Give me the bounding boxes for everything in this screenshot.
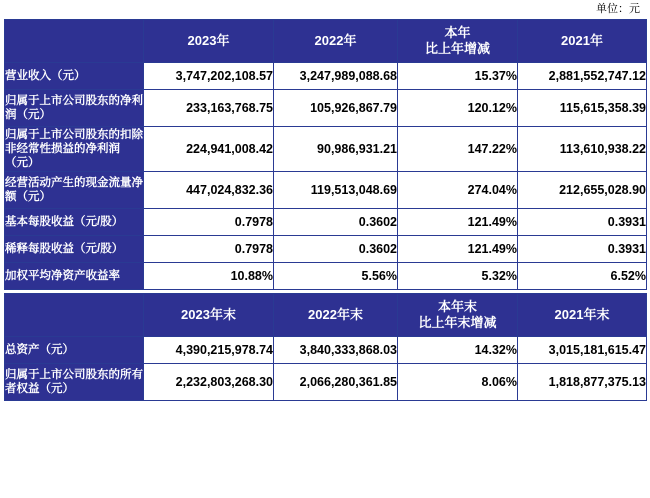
cell-diluted-eps-change: 121.49% [398,236,518,263]
header2-2023-line1: 2023年末 [181,307,236,322]
header-change-line1: 本年 [444,25,471,40]
cell-total-assets-2022: 3,840,333,868.03 [274,337,398,364]
cell-equity-2023: 2,232,803,268.30 [144,364,274,401]
year-end-balance-table [4,293,647,401]
table-row [5,127,647,172]
cell-operating-cashflow-change: 274.04% [398,172,518,209]
header2-2022-line1: 2022年末 [308,307,363,322]
cell-basic-eps-2022: 0.3602 [274,209,398,236]
row-label-total-assets: 总资产（元） [5,337,144,364]
table-row [5,172,647,209]
cell-equity-change: 8.06% [398,364,518,401]
cell-net-profit-deducted-2022: 90,986,931.21 [274,127,398,172]
cell-roe-2021: 6.52% [518,263,647,290]
header-2022-line1: 2022年 [314,33,357,48]
annual-results-table [4,19,647,290]
cell-total-assets-change: 14.32% [398,337,518,364]
cell-net-profit-2022: 105,926,867.79 [274,90,398,127]
header2-2021-line1: 2021年末 [554,307,610,322]
header-cell-2022-end [274,294,398,337]
table-header-row [5,20,647,63]
unit-note: 单位：元 [596,3,640,15]
cell-roe-2023: 10.88% [144,263,274,290]
header-cell-2021 [518,20,647,63]
cell-net-profit-2023: 233,163,768.75 [144,90,274,127]
row-label-net-profit: 归属于上市公司股东的净利润（元） [5,90,144,127]
header-cell-change [398,20,518,63]
header-cell-label [5,20,144,63]
cell-basic-eps-2021: 0.3931 [518,209,647,236]
header-2023-line1: 2023年 [187,33,230,48]
row-label-basic-eps: 基本每股收益（元/股） [5,209,144,236]
header-cell-2023-end [144,294,274,337]
cell-net-profit-2021: 115,615,358.39 [518,90,647,127]
cell-operating-cashflow-2022: 119,513,048.69 [274,172,398,209]
table-row [5,263,647,290]
table-row [5,209,647,236]
table-row [5,337,647,364]
cell-net-profit-change: 120.12% [398,90,518,127]
header-cell-2023 [144,20,274,63]
cell-diluted-eps-2021: 0.3931 [518,236,647,263]
cell-basic-eps-change: 121.49% [398,209,518,236]
cell-net-profit-deducted-2023: 224,941,008.42 [144,127,274,172]
table-header-row [5,294,647,337]
row-label-roe: 加权平均净资产收益率 [5,263,144,290]
cell-roe-change: 5.32% [398,263,518,290]
cell-roe-2022: 5.56% [274,263,398,290]
row-label-operating-cashflow: 经营活动产生的现金流量净额（元） [5,172,144,209]
cell-total-assets-2021: 3,015,181,615.47 [518,337,647,364]
cell-revenue-2022: 3,247,989,088.68 [274,63,398,90]
row-label-net-profit-deducted: 归属于上市公司股东的扣除非经常性损益的净利润（元） [5,127,144,172]
row-label-revenue: 营业收入（元） [5,63,144,90]
cell-net-profit-deducted-change: 147.22% [398,127,518,172]
cell-diluted-eps-2023: 0.7978 [144,236,274,263]
cell-diluted-eps-2022: 0.3602 [274,236,398,263]
table-row [5,364,647,401]
header2-change-line2: 比上年末增减 [418,315,497,330]
cell-equity-2022: 2,066,280,361.85 [274,364,398,401]
cell-equity-2021: 1,818,877,375.13 [518,364,647,401]
header-cell-2022 [274,20,398,63]
cell-basic-eps-2023: 0.7978 [144,209,274,236]
row-label-diluted-eps: 稀释每股收益（元/股） [5,236,144,263]
header-cell-label-2 [5,294,144,337]
cell-revenue-2021: 2,881,552,747.12 [518,63,647,90]
row-label-equity: 归属于上市公司股东的所有者权益（元） [5,364,144,401]
header2-change-line1: 本年末 [437,299,477,314]
cell-net-profit-deducted-2021: 113,610,938.22 [518,127,647,172]
cell-revenue-2023: 3,747,202,108.57 [144,63,274,90]
table-row [5,90,647,127]
cell-operating-cashflow-2023: 447,024,832.36 [144,172,274,209]
table-row [5,63,647,90]
header-cell-change-end [398,294,518,337]
header-2021-line1: 2021年 [561,33,603,48]
table-row [5,236,647,263]
cell-total-assets-2023: 4,390,215,978.74 [144,337,274,364]
cell-operating-cashflow-2021: 212,655,028.90 [518,172,647,209]
header-change-line2: 比上年增减 [424,41,490,56]
header-cell-2021-end [518,294,647,337]
cell-revenue-change: 15.37% [398,63,518,90]
